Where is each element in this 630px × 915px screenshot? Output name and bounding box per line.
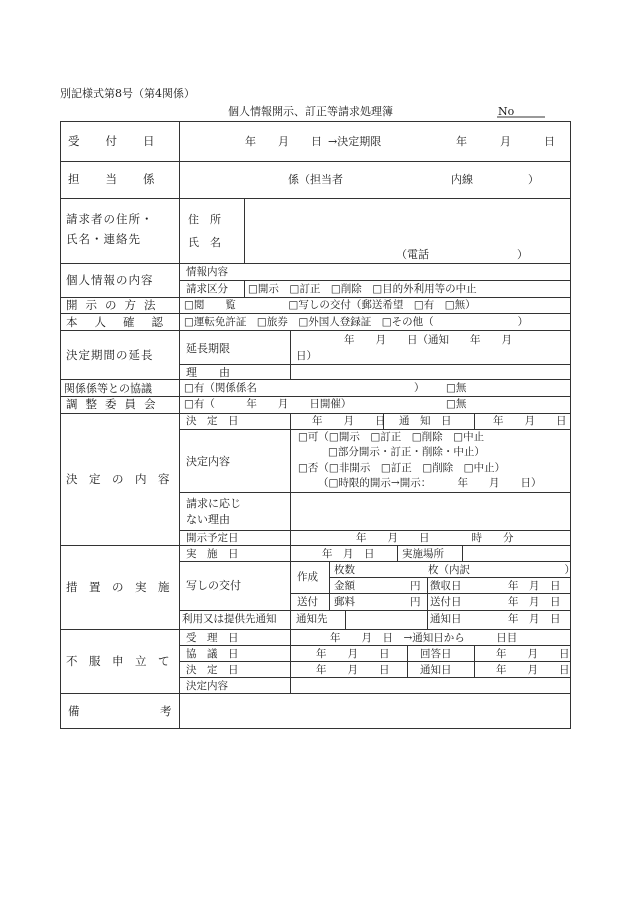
- sochi-label: 措 置 の 実 施: [66, 580, 170, 594]
- kubun-label: 請求区分: [186, 283, 228, 295]
- yuryo-label: 郵料: [334, 596, 355, 608]
- kettei-date-label: 決 定 日: [186, 415, 239, 427]
- jisshi-value[interactable]: 年 月 日: [322, 548, 375, 560]
- sakusei-label: 作成: [297, 571, 318, 583]
- encho-kigen-value-2: 日）: [296, 350, 317, 362]
- kingaku-en: 円: [410, 580, 421, 592]
- tsuchisaki-label: 通知先: [296, 613, 328, 625]
- iinkai-no[interactable]: □無: [446, 398, 467, 410]
- iinkai-yes[interactable]: □有（ 年 月 日開催）: [184, 398, 352, 410]
- name-label: 氏 名: [188, 236, 221, 249]
- fufuku-kaito-value[interactable]: 年 月 日: [496, 648, 570, 660]
- yotei-label: 開示予定日: [186, 532, 239, 544]
- kettei-content-4[interactable]: （□時限的開示→開示： 年 月 日）: [318, 477, 542, 489]
- naiyo-label: 個人情報の内容: [66, 273, 154, 287]
- kettei-label: 決 定 の 内 容: [66, 472, 170, 486]
- choshu-label: 徴収日: [430, 580, 462, 592]
- utsushi-label: 写しの交付: [186, 579, 241, 592]
- encho-label: 決定期間の延長: [66, 348, 154, 362]
- uketsuke-date[interactable]: 年 月 日: [245, 135, 322, 148]
- info-label: 情報内容: [186, 266, 228, 278]
- hoho-label: 開示の方法: [66, 298, 164, 312]
- kyogi-close-paren: ）: [414, 382, 425, 394]
- fufuku-kaito-label: 回答日: [420, 648, 452, 660]
- fufuku-kettei-label: 決 定 日: [186, 664, 239, 676]
- maisu-label: 枚数: [334, 564, 355, 576]
- fufuku-kyogi-value[interactable]: 年 月 日: [316, 648, 390, 660]
- kingaku-label: 金額: [334, 580, 355, 592]
- honnin-label: 本人確認: [66, 315, 180, 329]
- tanto-kakari[interactable]: 係（担当者: [288, 173, 343, 186]
- riyo-label: 利用又は提供先通知: [182, 613, 277, 625]
- address-label: 住 所: [188, 213, 221, 226]
- tanto-label: 担 当 係: [68, 172, 156, 186]
- kettei-tsuchi-value[interactable]: 年 月 日: [493, 415, 567, 427]
- biko-label: 備 考: [68, 704, 172, 718]
- tsuchibi-label: 通知日: [430, 613, 462, 625]
- basho-label: 実施場所: [402, 548, 444, 560]
- iinkai-label: 調整委員会: [66, 397, 164, 411]
- kyogi-no[interactable]: □無: [446, 382, 467, 394]
- sofubi-value[interactable]: 年 月 日: [508, 596, 561, 608]
- kettei-content-3[interactable]: □否（□非開示 □訂正 □削除 □中止）: [298, 462, 506, 474]
- form-title: 個人情報開示、訂正等請求処理簿: [228, 105, 393, 118]
- tsuchibi-value[interactable]: 年 月 日: [508, 613, 561, 625]
- juri-value[interactable]: 年 月 日 →通知日から 日目: [330, 632, 518, 644]
- sofubi-label: 送付日: [430, 596, 462, 608]
- kettei-content-1[interactable]: □可（□開示 □訂正 □削除 □中止: [298, 431, 485, 443]
- sofu-label: 送付: [297, 596, 318, 608]
- kettei-content-2[interactable]: □部分開示・訂正・削除・中止）: [328, 446, 485, 458]
- honnin-options[interactable]: □運転免許証 □旅券 □外国人登録証 □その他（ ）: [184, 316, 529, 328]
- kettei-tsuchi-label: 通 知 日: [399, 415, 452, 427]
- phone-field[interactable]: （電話 ）: [396, 248, 528, 261]
- ojinai-label-2: ない理由: [186, 513, 230, 526]
- no-label: No: [498, 105, 515, 118]
- fufuku-naiyo-label: 決定内容: [186, 680, 228, 692]
- juri-label: 受 理 日: [186, 632, 239, 644]
- encho-kigen-label: 延長期限: [186, 342, 230, 355]
- kettei-content-label: 決定内容: [186, 455, 230, 468]
- fufuku-tsuchi-value[interactable]: 年 月 日: [496, 664, 570, 676]
- hoho-options[interactable]: □閲 覧 □写しの交付（郵送希望 □有 □無）: [184, 299, 476, 311]
- choshu-value[interactable]: 年 月 日: [508, 580, 561, 592]
- fufuku-label: 不 服 申 立 て: [66, 654, 170, 668]
- maisu-value[interactable]: 枚（内訳 ）: [428, 564, 575, 576]
- jisshi-label: 実 施 日: [186, 548, 239, 560]
- uketsuke-label: 受 付 日: [68, 134, 156, 148]
- tanto-naisen[interactable]: 内線 ）: [451, 173, 539, 186]
- fufuku-kyogi-label: 協 議 日: [186, 648, 239, 660]
- deadline-date[interactable]: 年 月 日: [456, 135, 555, 148]
- fufuku-kettei-value[interactable]: 年 月 日: [316, 664, 390, 676]
- yotei-value[interactable]: 年 月 日 時 分: [356, 532, 514, 544]
- kyogi-label: 関係係等との協議: [64, 382, 152, 395]
- seikyusha-label-2: 氏名・連絡先: [66, 232, 141, 246]
- ojinai-label-1: 請求に応じ: [186, 497, 241, 510]
- seikyusha-label-1: 請求者の住所・: [66, 212, 154, 226]
- yuryo-en: 円: [410, 596, 421, 608]
- kyogi-yes[interactable]: □有（関係係名: [184, 382, 257, 394]
- kettei-date-value[interactable]: 年 月 日: [312, 415, 386, 427]
- fufuku-tsuchi-label: 通知日: [420, 664, 452, 676]
- kubun-options[interactable]: □開示 □訂正 □削除 □目的外利用等の中止: [248, 283, 477, 295]
- form-number: 別記様式第8号（第4関係）: [60, 87, 195, 100]
- encho-kigen-value-1[interactable]: 年 月 日（通知 年 月: [344, 334, 512, 346]
- encho-riyu-label: 理 由: [186, 366, 230, 379]
- deadline-label: →決定期限: [328, 135, 382, 148]
